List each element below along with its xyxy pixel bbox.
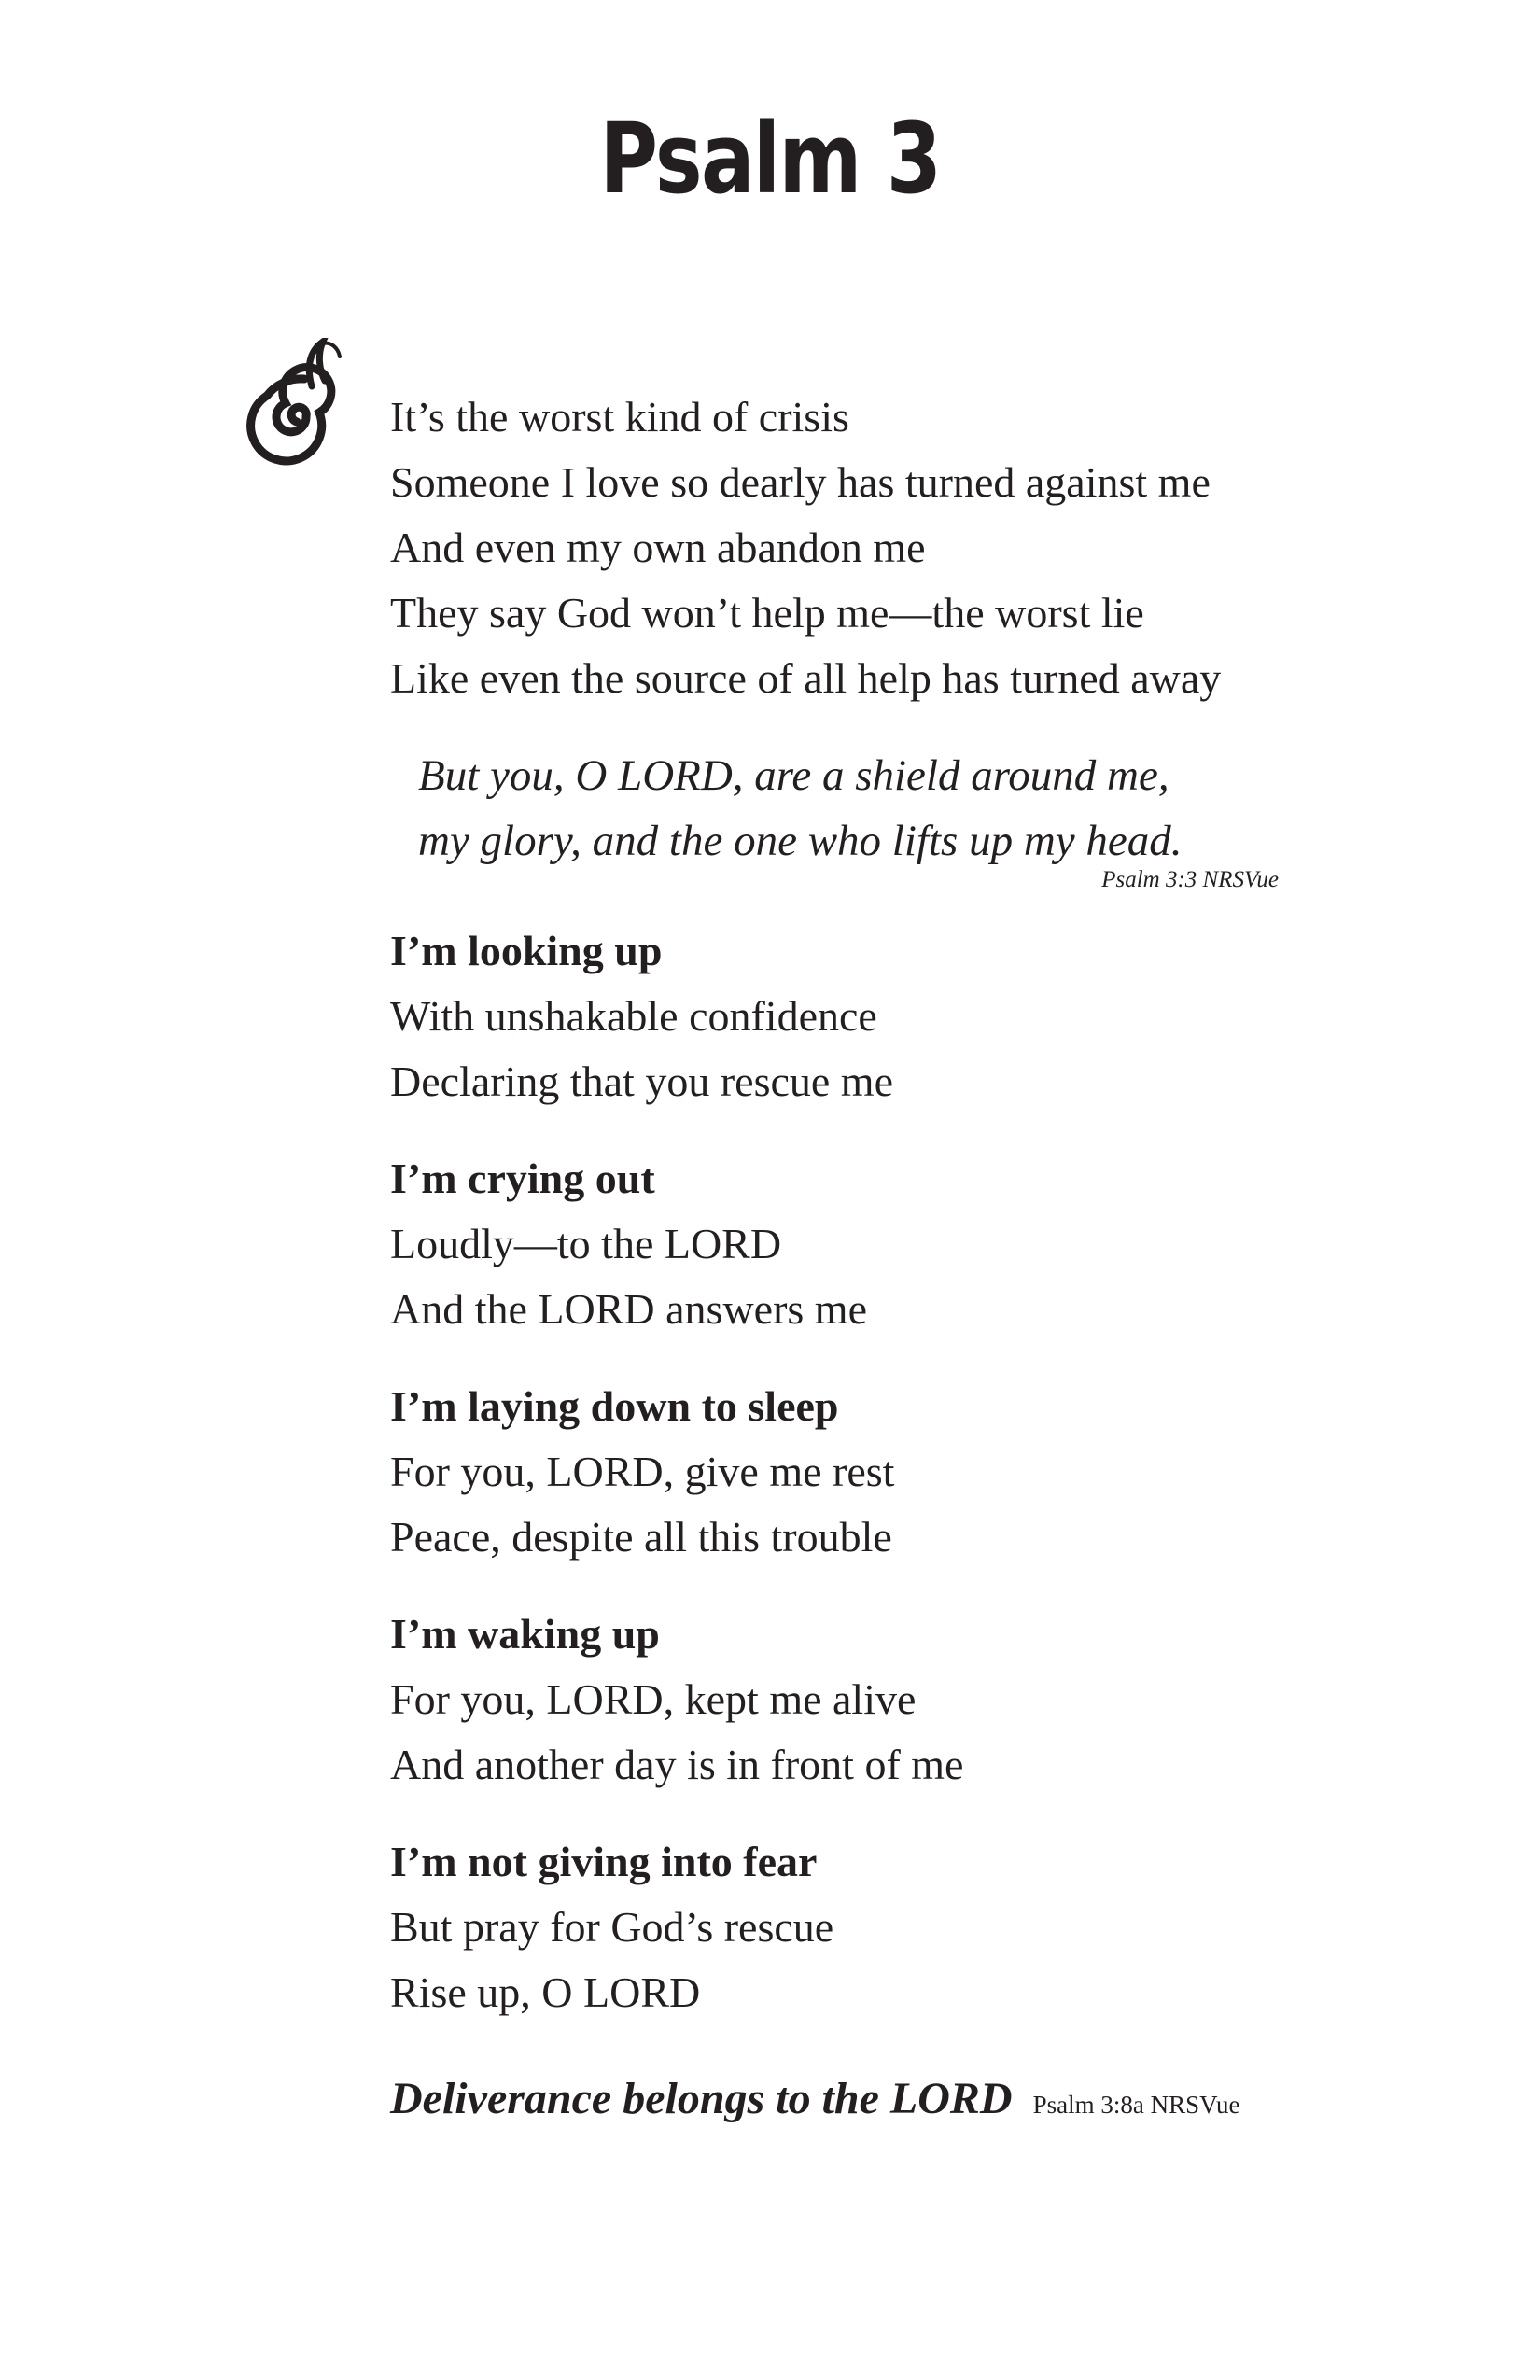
stanza-intro <box>390 385 1342 711</box>
page-title: Psalm 3 <box>599 102 941 216</box>
stanza <box>390 1829 1342 2025</box>
stanza-heading: I’m not giving into fear <box>390 1838 818 1885</box>
stanza <box>390 1602 1342 1798</box>
closing-line <box>390 2066 1342 2137</box>
poem-body <box>390 385 1342 2137</box>
stanza-heading: I’m crying out <box>390 1155 655 1202</box>
poem-line: Someone I love so dearly has turned against me <box>390 458 1211 506</box>
poem-line: They say God won’t help me—the worst lie <box>390 589 1144 637</box>
scripture-quote <box>418 743 1342 874</box>
poem-line: And even my own abandon me <box>390 524 926 571</box>
poem-line: Declaring that you rescue me <box>390 1057 893 1105</box>
stanza-heading: I’m looking up <box>390 927 663 974</box>
poem-line: With unshakable confidence <box>390 992 877 1040</box>
poem-line: Loudly—to the LORD <box>390 1220 782 1267</box>
closing-text: Deliverance belongs to the LORD <box>390 2074 1013 2123</box>
scripture-line: my glory, and the one who lifts up my head. <box>418 817 1183 865</box>
closing-reference: Psalm 3:8a NRSVue <box>1032 2091 1240 2119</box>
poem-line: And another day is in front of me <box>390 1741 964 1788</box>
stanza-heading: I’m laying down to sleep <box>390 1382 839 1430</box>
poem-line: Like even the source of all help has turned away <box>390 654 1222 702</box>
stanza-heading: I’m waking up <box>390 1610 660 1658</box>
poem-line: But pray for God’s rescue <box>390 1903 834 1951</box>
poem-line: Peace, despite all this trouble <box>390 1513 892 1561</box>
poem-line: For you, LORD, kept me alive <box>390 1675 917 1723</box>
poem-line: It’s the worst kind of crisis <box>390 393 849 441</box>
poem-line: And the LORD answers me <box>390 1285 868 1333</box>
poem-line: Rise up, O LORD <box>390 1968 701 2016</box>
scripture-line: But you, O LORD, are a shield around me, <box>418 751 1169 800</box>
spiral-swirl-icon <box>245 338 349 469</box>
scripture-reference: Psalm 3:3 NRSVue <box>1101 867 1279 892</box>
stanza <box>390 1374 1342 1570</box>
stanza <box>390 1146 1342 1342</box>
poem-line: For you, LORD, give me rest <box>390 1448 895 1495</box>
stanza <box>390 918 1342 1114</box>
